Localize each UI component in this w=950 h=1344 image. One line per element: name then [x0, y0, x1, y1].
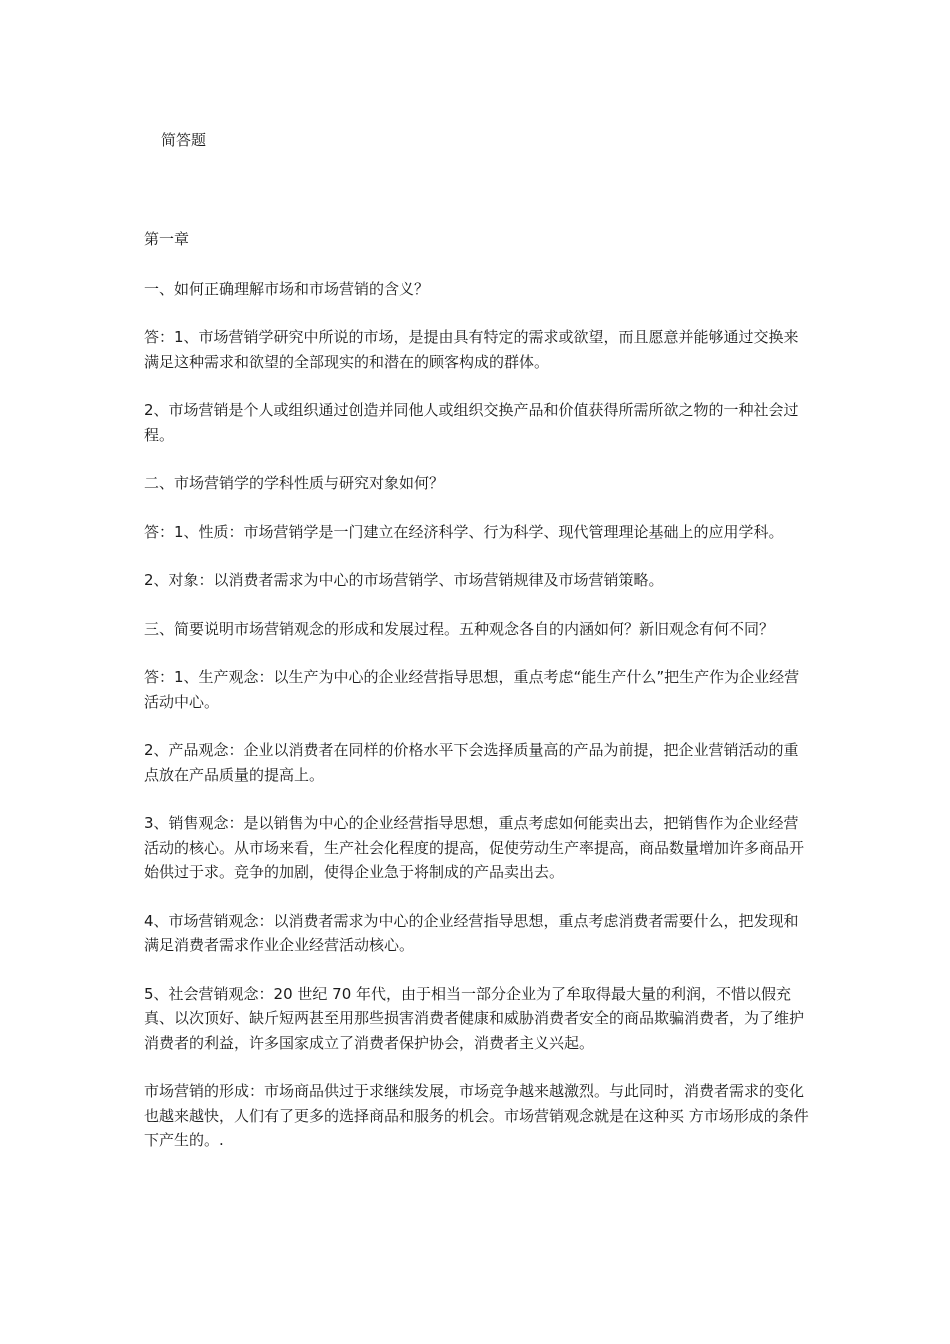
answer-paragraph: 答：1、性质：市场营销学是一门建立在经济科学、行为科学、现代管理理论基础上的应用学科。 — [144, 522, 784, 541]
answer-paragraph: 5、社会营销观念：20 世纪 70 年代，由于相当一部分企业为了牟取得最大量的利润，不惜以假充真、以次顶好、缺斤短两甚至用那些损害消费者健康和威胁消费者安全的商品欺骗消费者，为了维护消费者的利益，许多国家成立了消费者保护协会，消费者主义兴起。 — [144, 984, 805, 1052]
answer-paragraph: 答：1、市场营销学研究中所说的市场，是提由具有特定的需求或欲望，而且愿意并能够通过交换来满足这种需求和欲望的全部现实的和潜在的顾客构成的群体。 — [144, 328, 799, 371]
answer-paragraph: 3、销售观念：是以销售为中心的企业经营指导思想，重点考虑如何能卖出去，把销售作为企业经营活动的核心。从市场来看，生产社会化程度的提高，促使劳动生产率提高，商品数量增加许多商品开始供过于求。竞争的加剧，使得企业急于将制成的产品卖出去。 — [144, 814, 805, 881]
answer-paragraph: 答：1、生产观念：以生产为中心的企业经营指导思想，重点考虑“能生产什么”把生产作为企业经营活动中心。 — [144, 668, 800, 711]
answer-paragraph: 市场营销的形成：市场商品供过于求继续发展，市场竞争越来越激烈。与此同时，消费者需求的变化也越来越快，人们有了更多的选择商品和服务的机会。市场营销观念就是在这种买 方市场形成的条件下产生的。. — [144, 1082, 809, 1149]
question-heading: 一、如何正确理解市场和市场营销的含义？ — [144, 279, 430, 298]
question-heading: 二、市场营销学的学科性质与研究对象如何？ — [144, 474, 445, 492]
chapter-heading: 第一章 — [144, 230, 190, 248]
question-heading: 三、简要说明市场营销观念的形成和发展过程。五种观念各自的内涵如何？新旧观念有何不同？ — [144, 619, 775, 638]
document-body — [144, 227, 809, 1177]
answer-paragraph: 4、市场营销观念：以消费者需求为中心的企业经营指导思想，重点考虑消费者需要什么，把发现和满足消费者需求作业企业经营活动核心。 — [144, 911, 799, 954]
answer-paragraph: 2、产品观念：企业以消费者在同样的价格水平下会选择质量高的产品为前提，把企业营销活动的重点放在产品质量的提高上。 — [144, 741, 799, 784]
answer-paragraph: 2、对象：以消费者需求为中心的市场营销学、市场营销规律及市场营销策略。 — [144, 571, 664, 589]
answer-paragraph: 2、市场营销是个人或组织通过创造并同他人或组织交换产品和价值获得所需所欲之物的一种社会过程。 — [144, 401, 799, 444]
document-title: 简答题 — [161, 131, 207, 149]
